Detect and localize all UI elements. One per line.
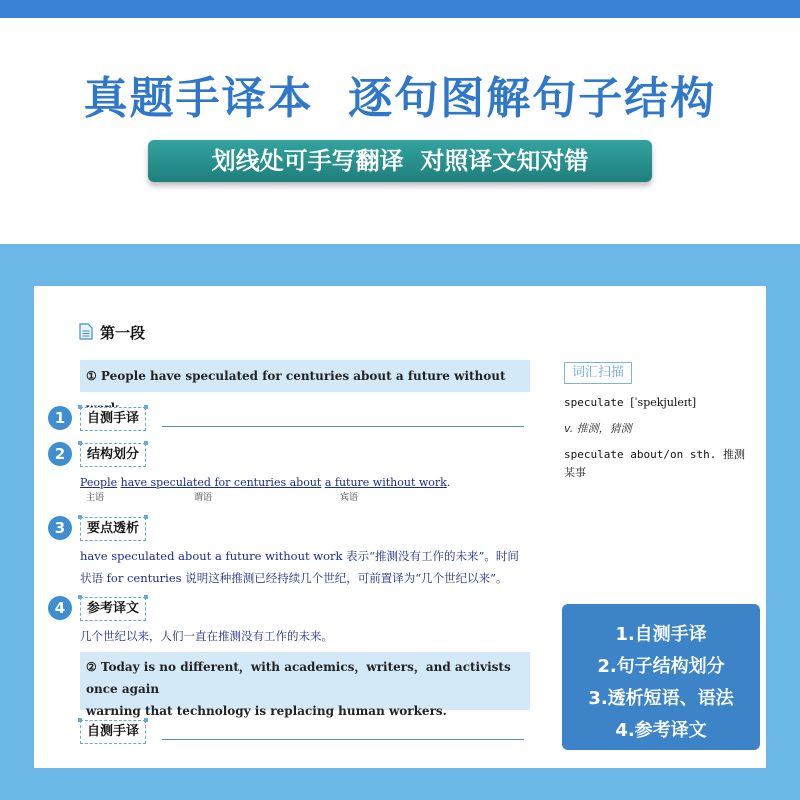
subhead-banner: 划线处可手写翻译 对照译文知对错: [148, 140, 652, 182]
sentence-1: ① People have speculated for centuries about a future without: [80, 360, 530, 392]
feature-4: 4.参考译文: [615, 720, 707, 741]
step-4-label: 参考译文: [80, 597, 146, 621]
feature-2: 2.句子结构划分: [597, 656, 725, 677]
headline: 真题手译本 逐句图解句子结构: [83, 73, 717, 124]
vocab-phrase-meaning: 某事: [564, 466, 586, 479]
translation-write-line-2[interactable]: [162, 739, 524, 740]
features-summary: [562, 604, 760, 750]
vocab-word: speculate: [564, 396, 624, 409]
role-predicate: 谓语: [194, 493, 213, 503]
page-sample: [34, 286, 766, 768]
translation-write-line-1[interactable]: [162, 426, 524, 427]
analysis-line-1: have speculated about a future without work 表示“推测没有工作的未来”。时间: [80, 549, 519, 563]
step-3-number: 3: [48, 516, 72, 540]
vocab-title: 词汇扫描: [564, 362, 632, 384]
structure-object: a future without work: [324, 476, 447, 489]
structure-subject: People: [80, 476, 118, 489]
step-1-label: 自测手译: [80, 407, 146, 431]
structure-end: .: [446, 476, 451, 489]
top-blue-strip: [0, 0, 800, 18]
structure-sentence: [80, 476, 450, 489]
step-1-number: 1: [48, 406, 72, 430]
role-subject: 主语: [86, 493, 105, 503]
section-title: 第一段: [100, 324, 146, 342]
sentence-2-line-2: warning that technology is replacing human workers.: [86, 704, 447, 718]
self-translate-label-2: 自测手译: [80, 720, 146, 744]
step-4-number: 4: [48, 596, 72, 620]
vocab-phonetic: [ˈspekjuleɪt]: [630, 396, 697, 409]
vocab-word-line: [564, 396, 696, 409]
feature-3: 3.透析短语、语法: [588, 688, 734, 709]
sentence-2: [80, 652, 530, 718]
role-object: 宾语: [340, 493, 359, 503]
vocab-meaning: v. 推测，猜测: [564, 422, 632, 435]
step-2-label: 结构划分: [80, 443, 146, 467]
step-2-number: 2: [48, 442, 72, 466]
vocab-phrase: speculate about/on sth. 推测: [564, 448, 745, 461]
structure-predicate: have speculated for centuries about: [120, 476, 322, 489]
reference-translation: 几个世纪以来，人们一直在推测没有工作的未来。: [80, 629, 333, 643]
document-icon: [79, 323, 93, 340]
feature-1: 1.自测手译: [615, 624, 707, 645]
sentence-2-line-1: ② Today is no different，with academics，writers，and activists once again: [86, 660, 511, 696]
header: [0, 18, 800, 244]
step-3-label: 要点透析: [80, 517, 146, 541]
analysis-line-2: 状语 for centuries 说明这种推测已经持续几个世纪，可前置译为“几个世纪以来”。: [80, 571, 508, 585]
